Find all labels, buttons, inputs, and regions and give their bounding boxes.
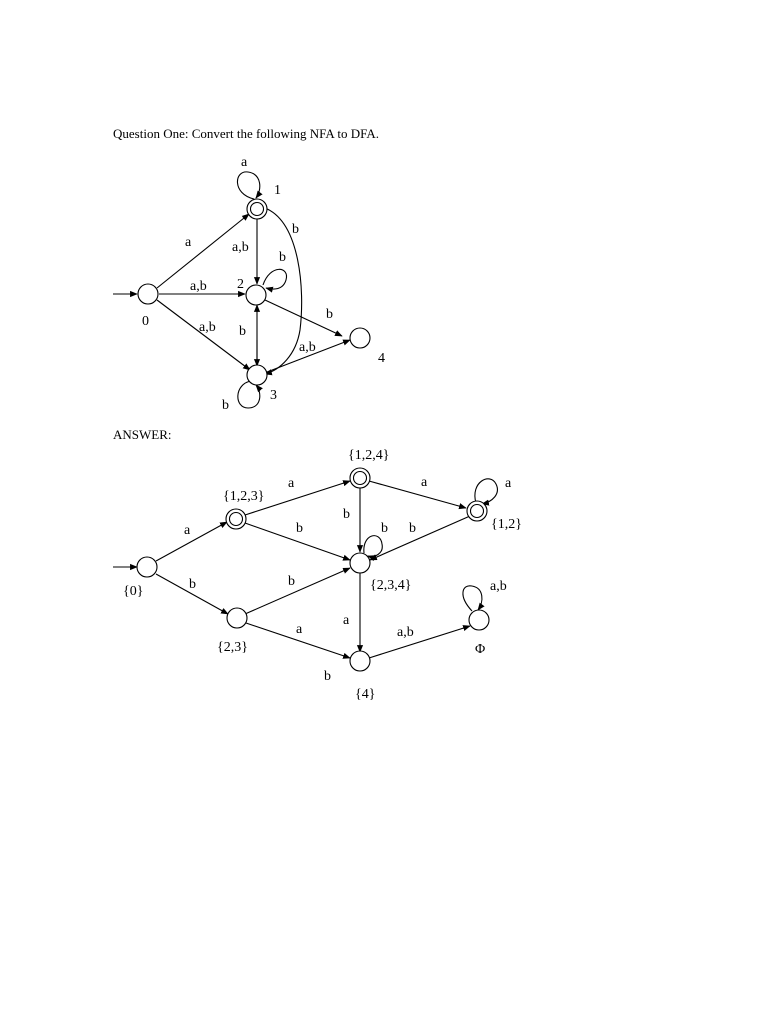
dfa-label-12-234: b [409,521,416,536]
dfa-label-4-23: b [324,669,331,684]
nfa-state-4-name: 4 [378,351,385,366]
nfa-state-1-name: 1 [274,183,281,198]
nfa-label-loop-3: b [222,398,229,413]
dfa-loop-234 [364,536,382,557]
nfa-loop-1 [237,172,259,199]
nfa-label-1-3: b [292,222,299,237]
dfa-edge-23-234 [245,568,350,614]
answer-heading: ANSWER: [113,427,172,442]
nfa-label-0-3: a,b [199,320,216,335]
dfa-state-phi [469,610,489,630]
nfa-label-0-2: a,b [190,279,207,294]
nfa-state-1-accept-ring [251,203,264,216]
dfa-loop-phi [463,586,482,611]
dfa-label-123-124: a [288,476,295,491]
nfa-state-0 [138,284,158,304]
dfa-state-123-accept-ring [230,513,243,526]
nfa-diagram [113,155,385,413]
dfa-state-4-name: {4} [355,687,376,702]
dfa-state-0 [137,557,157,577]
nfa-label-3-2: b [239,324,246,339]
dfa-label-123-234: b [296,521,303,536]
dfa-state-23 [227,608,247,628]
dfa-state-124-name: {1,2,4} [348,448,390,463]
dfa-label-loop-12: a [505,476,512,491]
nfa-state-4 [350,328,370,348]
dfa-state-234-name: {2,3,4} [370,578,412,593]
nfa-label-3-4: a,b [299,340,316,355]
dfa-state-23-name: {2,3} [217,640,248,655]
nfa-edge-0-3 [157,300,250,370]
nfa-label-2-4: b [326,307,333,322]
dfa-state-124-accept-ring [354,472,367,485]
nfa-state-2 [246,285,266,305]
dfa-label-0-23: b [189,577,196,592]
nfa-state-3 [247,365,267,385]
nfa-loop-2 [263,269,287,289]
nfa-label-loop-2: b [279,250,286,265]
dfa-label-234-4: a [343,613,350,628]
dfa-loop-12 [475,479,498,504]
nfa-label-loop-1: a [241,155,248,170]
dfa-state-12-name: {1,2} [491,517,522,532]
dfa-label-124-12: a [421,475,428,490]
dfa-label-loop-phi: a,b [490,579,507,594]
dfa-state-4 [350,651,370,671]
nfa-label-1-2: a,b [232,240,249,255]
dfa-state-12-accept-ring [471,505,484,518]
dfa-label-4-phi: a,b [397,625,414,640]
dfa-edge-0-123 [156,522,227,561]
dfa-label-23-234: b [288,574,295,589]
dfa-edge-124-12 [369,481,466,508]
dfa-state-phi-name: Φ [475,642,486,657]
nfa-state-3-name: 3 [270,388,277,403]
dfa-state-0-name: {0} [123,584,144,599]
dfa-state-123-name: {1,2,3} [223,489,265,504]
nfa-state-0-name: 0 [142,314,149,329]
dfa-state-234 [350,553,370,573]
nfa-label-0-1: a [185,235,192,250]
question-text: Question One: Convert the following NFA to DFA. [113,126,380,141]
dfa-label-124-234: b [343,507,350,522]
dfa-label-23-4: a [296,622,303,637]
dfa-label-loop-234: b [381,521,388,536]
dfa-diagram [113,448,522,702]
dfa-label-0-123: a [184,523,191,538]
dfa-edge-4-phi [369,626,470,658]
nfa-state-2-name: 2 [237,277,244,292]
